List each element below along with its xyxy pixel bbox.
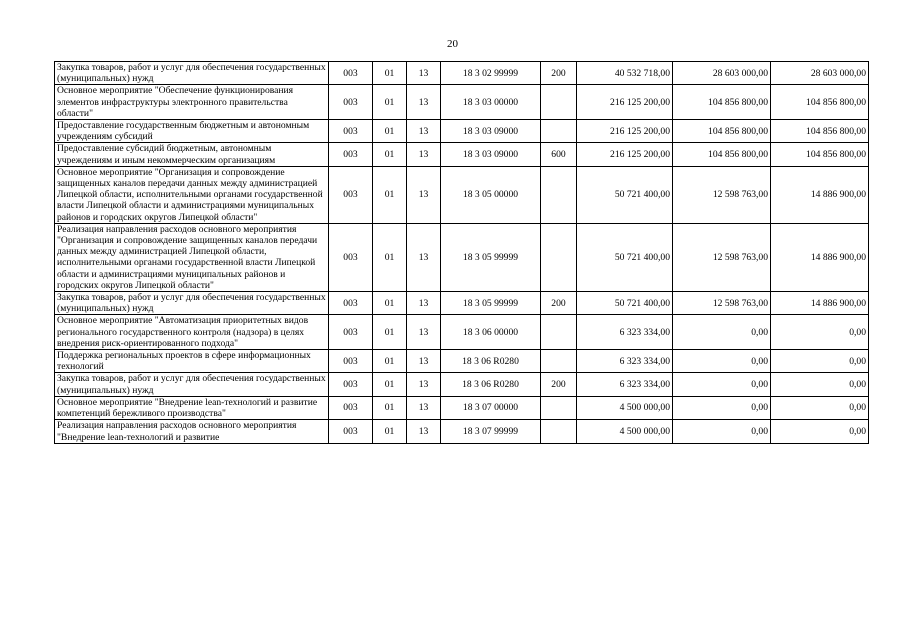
subsection-code-cell: 13 — [407, 143, 441, 166]
target-article-cell: 18 3 06 00000 — [441, 315, 541, 350]
subsection-code-cell: 13 — [407, 315, 441, 350]
amount-year3-cell: 104 856 800,00 — [771, 85, 869, 120]
section-code-cell: 01 — [373, 292, 407, 315]
expense-type-cell — [541, 223, 577, 291]
amount-year3-cell: 14 886 900,00 — [771, 166, 869, 223]
department-code-cell: 003 — [329, 120, 373, 143]
amount-year3-cell: 14 886 900,00 — [771, 292, 869, 315]
expense-type-cell — [541, 420, 577, 443]
amount-year1-cell: 6 323 334,00 — [577, 373, 673, 396]
amount-year2-cell: 104 856 800,00 — [673, 120, 771, 143]
subsection-code-cell: 13 — [407, 85, 441, 120]
target-article-cell: 18 3 05 00000 — [441, 166, 541, 223]
subsection-code-cell: 13 — [407, 350, 441, 373]
expense-type-cell — [541, 396, 577, 419]
budget-table — [54, 61, 869, 444]
expense-name-cell: Основное мероприятие "Внедрение lean-технологий и развитие компетенций бережливого производства" — [55, 396, 329, 419]
subsection-code-cell: 13 — [407, 292, 441, 315]
table-row — [55, 223, 869, 291]
expense-type-cell: 600 — [541, 143, 577, 166]
section-code-cell: 01 — [373, 143, 407, 166]
amount-year3-cell: 0,00 — [771, 350, 869, 373]
target-article-cell: 18 3 03 09000 — [441, 120, 541, 143]
expense-type-cell — [541, 315, 577, 350]
subsection-code-cell: 13 — [407, 166, 441, 223]
section-code-cell: 01 — [373, 396, 407, 419]
amount-year2-cell: 12 598 763,00 — [673, 223, 771, 291]
table-row — [55, 292, 869, 315]
expense-type-cell — [541, 350, 577, 373]
amount-year2-cell: 0,00 — [673, 350, 771, 373]
amount-year2-cell: 12 598 763,00 — [673, 166, 771, 223]
amount-year3-cell: 28 603 000,00 — [771, 62, 869, 85]
table-row — [55, 315, 869, 350]
subsection-code-cell: 13 — [407, 373, 441, 396]
amount-year3-cell: 0,00 — [771, 315, 869, 350]
section-code-cell: 01 — [373, 166, 407, 223]
section-code-cell: 01 — [373, 120, 407, 143]
table-row — [55, 120, 869, 143]
department-code-cell: 003 — [329, 292, 373, 315]
amount-year2-cell: 0,00 — [673, 373, 771, 396]
amount-year3-cell: 0,00 — [771, 373, 869, 396]
amount-year1-cell: 216 125 200,00 — [577, 120, 673, 143]
target-article-cell: 18 3 03 00000 — [441, 85, 541, 120]
section-code-cell: 01 — [373, 85, 407, 120]
expense-name-cell: Основное мероприятие "Автоматизация приоритетных видов регионального государственного контроля (надзора) в целях внедрения риск-ориентированного подхода" — [55, 315, 329, 350]
amount-year2-cell: 104 856 800,00 — [673, 85, 771, 120]
target-article-cell: 18 3 03 09000 — [441, 143, 541, 166]
department-code-cell: 003 — [329, 420, 373, 443]
table-row — [55, 166, 869, 223]
department-code-cell: 003 — [329, 223, 373, 291]
amount-year2-cell: 0,00 — [673, 420, 771, 443]
target-article-cell: 18 3 07 00000 — [441, 396, 541, 419]
target-article-cell: 18 3 07 99999 — [441, 420, 541, 443]
section-code-cell: 01 — [373, 315, 407, 350]
amount-year1-cell: 6 323 334,00 — [577, 315, 673, 350]
expense-type-cell: 200 — [541, 292, 577, 315]
table-row — [55, 62, 869, 85]
amount-year2-cell: 0,00 — [673, 315, 771, 350]
target-article-cell: 18 3 05 99999 — [441, 292, 541, 315]
page-number: 20 — [447, 38, 458, 50]
expense-type-cell: 200 — [541, 373, 577, 396]
department-code-cell: 003 — [329, 143, 373, 166]
table-row — [55, 420, 869, 443]
expense-type-cell — [541, 166, 577, 223]
expense-name-cell: Реализация направления расходов основного мероприятия "Внедрение lean-технологий и развитие — [55, 420, 329, 443]
amount-year1-cell: 40 532 718,00 — [577, 62, 673, 85]
table-row — [55, 350, 869, 373]
department-code-cell: 003 — [329, 350, 373, 373]
subsection-code-cell: 13 — [407, 223, 441, 291]
department-code-cell: 003 — [329, 315, 373, 350]
amount-year2-cell: 104 856 800,00 — [673, 143, 771, 166]
expense-name-cell: Реализация направления расходов основного мероприятия "Организация и сопровождение защищенных каналов передачи данных между администрацией Липецкой области, исполнительными органами государственной власти Липецкой области и администрациями муниципальных районов и городских округов Липецкой области" — [55, 223, 329, 291]
amount-year2-cell: 0,00 — [673, 396, 771, 419]
section-code-cell: 01 — [373, 223, 407, 291]
section-code-cell: 01 — [373, 373, 407, 396]
amount-year1-cell: 216 125 200,00 — [577, 85, 673, 120]
section-code-cell: 01 — [373, 350, 407, 373]
amount-year3-cell: 0,00 — [771, 420, 869, 443]
table-row — [55, 143, 869, 166]
expense-name-cell: Закупка товаров, работ и услуг для обеспечения государственных (муниципальных) нужд — [55, 292, 329, 315]
table-row — [55, 373, 869, 396]
amount-year1-cell: 50 721 400,00 — [577, 166, 673, 223]
target-article-cell: 18 3 05 99999 — [441, 223, 541, 291]
amount-year3-cell: 104 856 800,00 — [771, 120, 869, 143]
department-code-cell: 003 — [329, 85, 373, 120]
target-article-cell: 18 3 06 R0280 — [441, 373, 541, 396]
department-code-cell: 003 — [329, 166, 373, 223]
amount-year3-cell: 0,00 — [771, 396, 869, 419]
subsection-code-cell: 13 — [407, 120, 441, 143]
amount-year1-cell: 4 500 000,00 — [577, 396, 673, 419]
department-code-cell: 003 — [329, 62, 373, 85]
amount-year2-cell: 28 603 000,00 — [673, 62, 771, 85]
department-code-cell: 003 — [329, 396, 373, 419]
table-row — [55, 85, 869, 120]
expense-name-cell: Предоставление государственным бюджетным и автономным учреждениям субсидий — [55, 120, 329, 143]
expense-type-cell — [541, 120, 577, 143]
amount-year1-cell: 50 721 400,00 — [577, 292, 673, 315]
table-row — [55, 396, 869, 419]
subsection-code-cell: 13 — [407, 396, 441, 419]
expense-name-cell: Основное мероприятие "Организация и сопровождение защищенных каналов передачи данных между администрацией Липецкой области, исполнительными органами государственной власти Липецкой области и администрациями муниципальных районов и городских округов Липецкой области" — [55, 166, 329, 223]
expense-name-cell: Основное мероприятие "Обеспечение функционирования элементов инфраструктуры электронного правительства области" — [55, 85, 329, 120]
amount-year1-cell: 6 323 334,00 — [577, 350, 673, 373]
amount-year1-cell: 216 125 200,00 — [577, 143, 673, 166]
target-article-cell: 18 3 02 99999 — [441, 62, 541, 85]
amount-year2-cell: 12 598 763,00 — [673, 292, 771, 315]
subsection-code-cell: 13 — [407, 62, 441, 85]
expense-type-cell — [541, 85, 577, 120]
expense-name-cell: Закупка товаров, работ и услуг для обеспечения государственных (муниципальных) нужд — [55, 373, 329, 396]
section-code-cell: 01 — [373, 420, 407, 443]
amount-year1-cell: 4 500 000,00 — [577, 420, 673, 443]
amount-year3-cell: 104 856 800,00 — [771, 143, 869, 166]
expense-name-cell: Закупка товаров, работ и услуг для обеспечения государственных (муниципальных) нужд — [55, 62, 329, 85]
expense-name-cell: Поддержка региональных проектов в сфере информационных технологий — [55, 350, 329, 373]
target-article-cell: 18 3 06 R0280 — [441, 350, 541, 373]
section-code-cell: 01 — [373, 62, 407, 85]
subsection-code-cell: 13 — [407, 420, 441, 443]
amount-year3-cell: 14 886 900,00 — [771, 223, 869, 291]
expense-type-cell: 200 — [541, 62, 577, 85]
amount-year1-cell: 50 721 400,00 — [577, 223, 673, 291]
expense-name-cell: Предоставление субсидий бюджетным, автономным учреждениям и иным некоммерческим организациям — [55, 143, 329, 166]
department-code-cell: 003 — [329, 373, 373, 396]
